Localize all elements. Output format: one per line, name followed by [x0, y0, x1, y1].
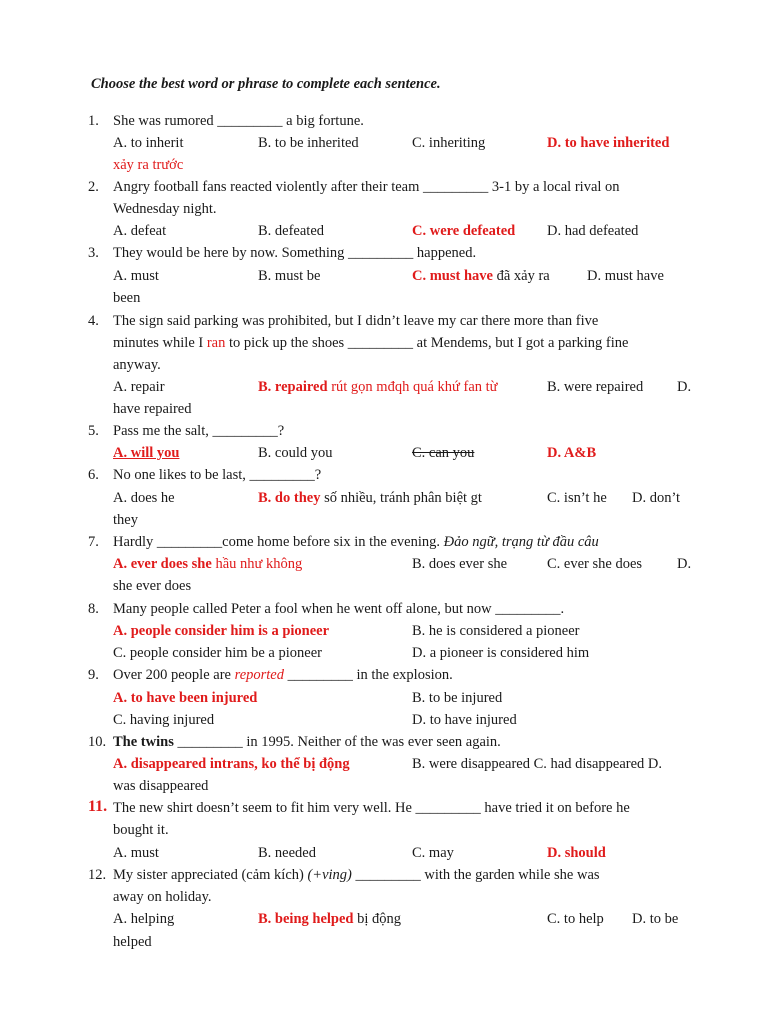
q1-number: 1.	[88, 113, 99, 129]
q4-stem-line1: The sign said parking was prohibited, but I didn’t leave my car there more than five	[113, 313, 599, 329]
q8-number: 8.	[88, 601, 99, 617]
q12-option-b	[258, 910, 401, 928]
q4-option-c: B. were repaired	[547, 379, 644, 395]
q10-options-bcd: B. were disappeared C. had disappeared D.	[412, 756, 663, 772]
q2-option-a: A. defeat	[113, 223, 167, 239]
q11-option-c: C. may	[412, 845, 454, 861]
q6-option-b	[258, 489, 482, 507]
q4-stem-part: minutes while I	[113, 335, 207, 351]
q12-stem-line1	[113, 866, 600, 884]
worksheet-title: Choose the best word or phrase to complete each sentence.	[91, 76, 441, 92]
q5-stem: Pass me the salt, _________?	[113, 423, 285, 439]
q7-option-d: D.	[677, 556, 692, 572]
q12-option-a: A. helping	[113, 911, 175, 927]
q11-stem-line1: The new shirt doesn’t seem to fit him very well. He _________ have tried it on before he	[113, 800, 630, 816]
q2-option-d: D. had defeated	[547, 223, 639, 239]
q2-option-b: B. defeated	[258, 223, 325, 239]
q7-option-b: B. does ever she	[412, 556, 508, 572]
q10-number: 10.	[88, 734, 107, 750]
q8-option-b: B. he is considered a pioneer	[412, 623, 580, 639]
q5-option-c-struck: C. can you	[412, 445, 475, 461]
q7-stem	[113, 533, 599, 551]
q10-stem-subject: The twins	[113, 734, 174, 750]
q9-stem	[113, 666, 453, 684]
q4-option-d: D.	[677, 379, 692, 395]
q1-option-d-answer: D. to have inherited	[547, 135, 670, 151]
q4-stem-highlight: ran	[206, 335, 226, 351]
q9-number: 9.	[88, 667, 99, 683]
q6-option-d-cont: they	[113, 512, 138, 528]
q7-option-a-answer: A. ever does she	[113, 556, 212, 572]
q4-number: 4.	[88, 313, 99, 329]
q3-option-d-cont: been	[113, 290, 141, 306]
q7-option-d-cont: she ever does	[113, 578, 192, 594]
q9-option-d: D. to have injured	[412, 712, 517, 728]
q8-option-a-answer: A. people consider him is a pioneer	[113, 623, 330, 639]
q11-number: 11.	[88, 798, 108, 815]
q3-option-c-answer: C. must have	[412, 268, 493, 284]
q5-option-b: B. could you	[258, 445, 333, 461]
q4-option-d-cont: have repaired	[113, 401, 192, 417]
q10-option-a-answer: A. disappeared intrans, ko thể bị động	[113, 756, 350, 772]
q4-stem-line3: anyway.	[113, 357, 161, 373]
q12-option-d: D. to be	[632, 911, 679, 927]
q7-stem-note: Đảo ngữ, trạng từ đầu câu	[443, 534, 599, 550]
q8-option-c: C. people consider him be a pioneer	[113, 645, 322, 661]
q11-option-a: A. must	[113, 845, 159, 861]
q5-option-d-answer: D. A&B	[547, 445, 597, 461]
q6-option-d: D. don’t	[632, 490, 681, 506]
q12-note: bị động	[353, 911, 402, 927]
q8-option-d: D. a pioneer is considered him	[412, 645, 590, 661]
q3-option-d: D. must have	[587, 268, 664, 284]
q12-option-b-answer: B. being helped	[258, 911, 354, 927]
q6-number: 6.	[88, 467, 99, 483]
q11-stem-line2: bought it.	[113, 822, 169, 838]
q12-stem-note: (+ving)	[307, 867, 352, 883]
q6-option-b-answer: B. do they	[258, 490, 321, 506]
q6-stem: No one likes to be last, _________?	[113, 467, 322, 483]
q10-stem-text: _________ in 1995. Neither of the was ever seen again.	[173, 734, 501, 750]
q10-stem	[113, 733, 501, 751]
q6-option-a: A. does he	[113, 490, 175, 506]
q2-stem-line1: Angry football fans reacted violently after their team _________ 3-1 by a local rival on	[113, 179, 620, 195]
q2-number: 2.	[88, 179, 99, 195]
q3-number: 3.	[88, 245, 99, 261]
q1-option-c: C. inheriting	[412, 135, 486, 151]
q7-option-c: C. ever she does	[547, 556, 643, 572]
q4-option-b	[258, 378, 498, 396]
q4-stem-part2: to pick up the shoes _________ at Mendems, but I got a parking fine	[225, 335, 629, 351]
q11-option-b: B. needed	[258, 845, 316, 861]
q3-note: đã xảy ra	[496, 268, 550, 284]
q12-stem-line2: away on holiday.	[113, 889, 212, 905]
q4-option-b-answer: B. repaired	[258, 379, 328, 395]
q7-stem-text: Hardly _________come home before six in the evening.	[113, 534, 444, 550]
q9-option-c: C. having injured	[113, 712, 215, 728]
q10-option-d-cont: was disappeared	[113, 778, 209, 794]
q12-option-c: C. to help	[547, 911, 604, 927]
q2-stem-line2: Wednesday night.	[113, 201, 217, 217]
q3-option-c	[412, 267, 550, 285]
q1-option-a: A. to inherit	[113, 135, 184, 151]
q12-number: 12.	[88, 867, 107, 883]
q3-stem: They would be here by now. Something _________ happened.	[113, 245, 477, 261]
q7-number: 7.	[88, 534, 99, 550]
q9-stem-part1: Over 200 people are	[113, 667, 235, 683]
q12-stem-part2: _________ with the garden while she was	[351, 867, 600, 883]
q11-option-d-answer: D. should	[547, 845, 606, 861]
q6-note: số nhiều, tránh phân biệt gt	[320, 490, 482, 506]
q4-option-a: A. repair	[113, 379, 165, 395]
q2-option-c-answer: C. were defeated	[412, 223, 516, 239]
q5-option-a-answer: A. will you	[113, 445, 180, 461]
q9-option-a-answer: A. to have been injured	[113, 690, 258, 706]
q12-stem-part1: My sister appreciated (cảm kích)	[113, 867, 308, 883]
q7-option-a	[113, 555, 302, 573]
q4-stem-line2	[113, 334, 628, 352]
q6-option-c: C. isn’t he	[547, 490, 607, 506]
q9-option-b: B. to be injured	[412, 690, 503, 706]
q7-note: hầu như không	[211, 556, 303, 572]
q4-note: rút gọn mđqh quá khứ fan từ	[327, 379, 498, 395]
q8-stem: Many people called Peter a fool when he went off alone, but now _________.	[113, 601, 565, 617]
q12-option-d-cont: helped	[113, 934, 152, 950]
q1-note: xảy ra trước	[113, 157, 184, 173]
q3-option-b: B. must be	[258, 268, 321, 284]
q1-option-b: B. to be inherited	[258, 135, 359, 151]
q9-stem-highlight: reported	[234, 667, 284, 683]
q1-stem: She was rumored _________ a big fortune.	[113, 113, 364, 129]
q3-option-a: A. must	[113, 268, 159, 284]
q5-number: 5.	[88, 423, 99, 439]
q9-stem-part2: _________ in the explosion.	[284, 667, 453, 683]
